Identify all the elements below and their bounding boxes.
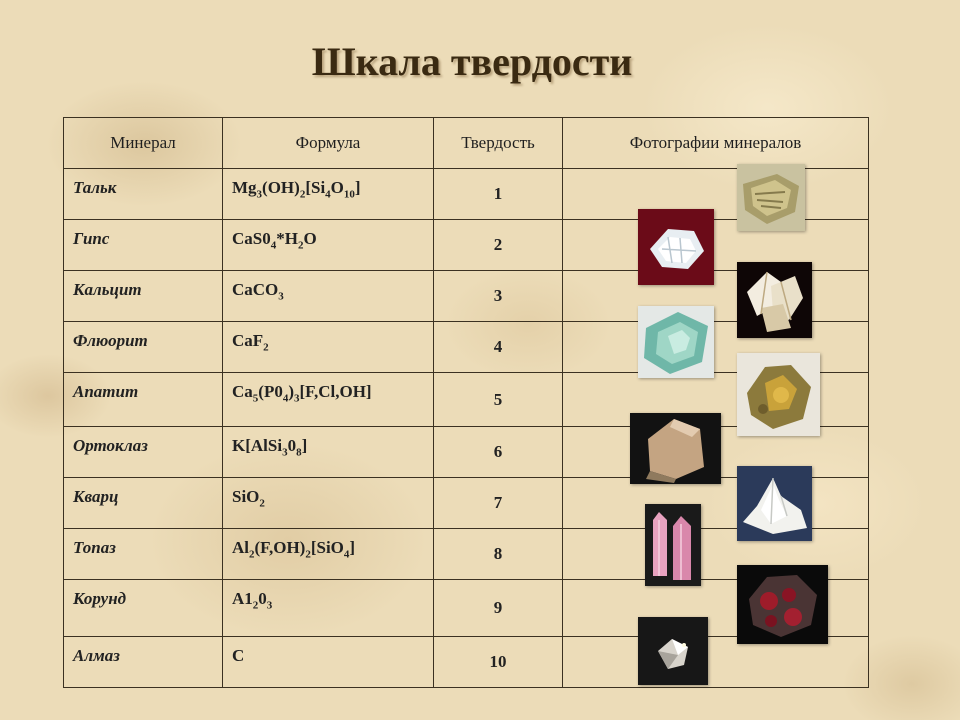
header-formula: Формула [223,118,434,169]
table-row [64,637,869,688]
mineral-name: Кварц [64,478,223,529]
hardness-value: 2 [434,220,563,271]
hardness-value: 10 [434,637,563,688]
photo-cell [563,169,869,220]
mineral-formula: CaF$_2$ [223,322,434,373]
hardness-value: 5 [434,373,563,427]
mineral-name: Апатит [64,373,223,427]
photo-cell [563,220,869,271]
mineral-formula: $K[AlSi_30_8]$ [223,427,434,478]
table-row [64,220,869,271]
mineral-formula: $A1_20_3$ [223,580,434,637]
hardness-value: 6 [434,427,563,478]
header-mineral: Минерал [64,118,223,169]
mineral-name: Кальцит [64,271,223,322]
mineral-name: Алмаз [64,637,223,688]
photo-cell [563,271,869,322]
mineral-name: Ортоклаз [64,427,223,478]
photo-cell [563,637,869,688]
photo-cell [563,322,869,373]
header-hardness: Твердость [434,118,563,169]
table-row [64,580,869,637]
photo-cell [563,580,869,637]
photo-cell [563,529,869,580]
mineral-formula: C [223,637,434,688]
photo-cell [563,427,869,478]
mineral-name: Флюорит [64,322,223,373]
table-row [64,427,869,478]
mineral-formula: $Mg_3(OH)_2[Si_4O_{10}]$ [223,169,434,220]
table-row [64,322,869,373]
page-title: Шкала твердости [311,39,633,84]
mineral-formula: $Ca_5(P0_4)_3[F,Cl,OH]$ [223,373,434,427]
mineral-formula: $CaS0_4*H_2O$ [223,220,434,271]
table-row [64,529,869,580]
hardness-table [63,117,869,688]
table-row [64,478,869,529]
photo-cell [563,478,869,529]
hardness-value: 9 [434,580,563,637]
mineral-name: Гипс [64,220,223,271]
mineral-formula: $Al_2(F,OH)_2[SiO_4]$ [223,529,434,580]
photo-cell [563,373,869,427]
header-photos: Фотографии минералов [563,118,869,169]
hardness-value: 3 [434,271,563,322]
table-row [64,373,869,427]
table-row [64,271,869,322]
mineral-name: Топаз [64,529,223,580]
hardness-value: 1 [434,169,563,220]
mineral-name: Тальк [64,169,223,220]
mineral-formula: CaCO$_3$ [223,271,434,322]
table-header-row [64,118,869,169]
mineral-name: Корунд [64,580,223,637]
hardness-value: 4 [434,322,563,373]
table-row [64,169,869,220]
mineral-formula: SiO$_2$ [223,478,434,529]
hardness-value: 7 [434,478,563,529]
hardness-value: 8 [434,529,563,580]
